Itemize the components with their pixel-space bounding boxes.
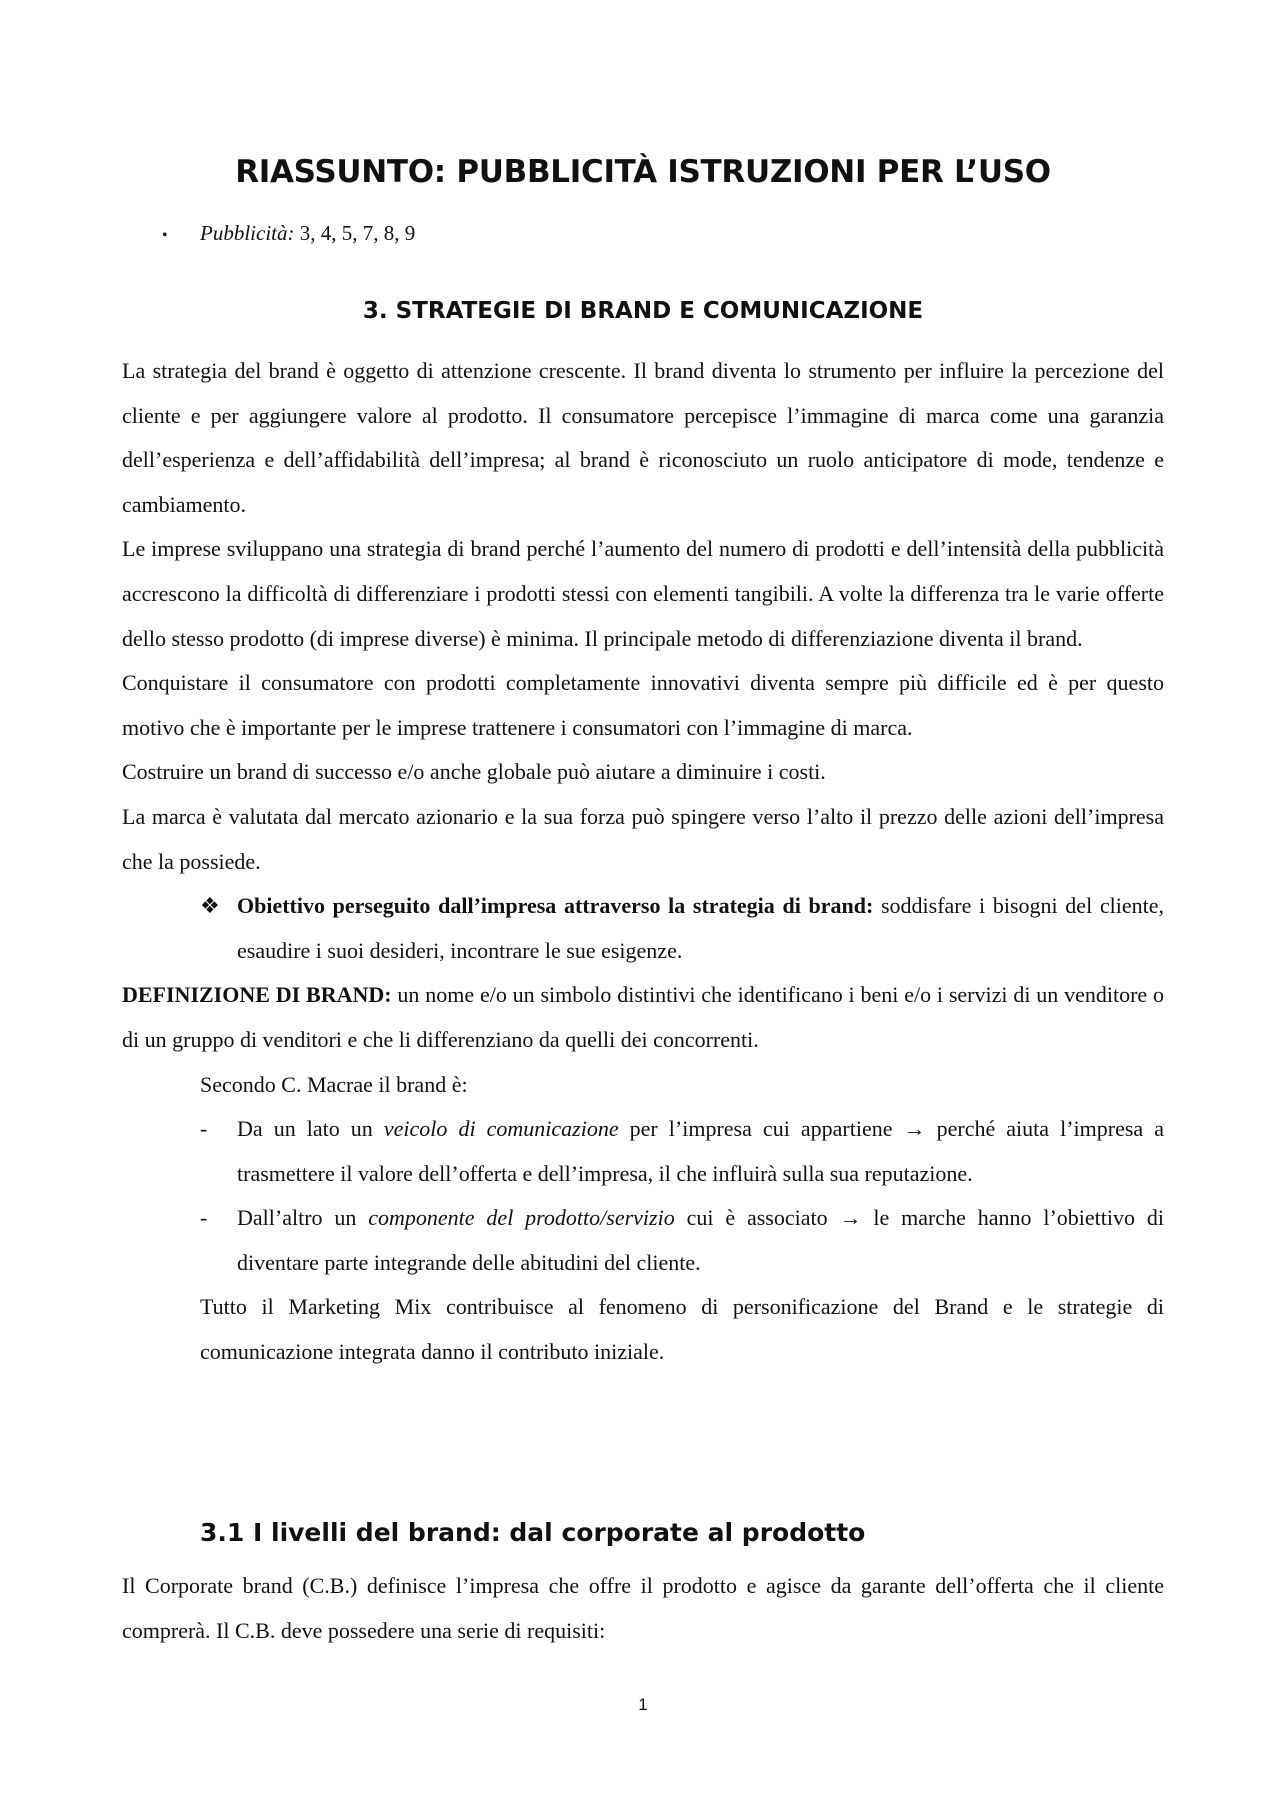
- objective-item: [122, 884, 1164, 973]
- arrow-right-icon: →: [839, 1205, 862, 1231]
- item-text: per l’impresa cui appartiene: [618, 1116, 904, 1142]
- item-text: perché aiuta l’impresa a trasmettere il valore dell’offerta e dell’impresa, il che influirà sulla sua reputazione.: [237, 1116, 1164, 1186]
- bullet-icon: •: [162, 227, 168, 244]
- arrow-right-icon: →: [903, 1116, 926, 1142]
- section-3-body: [122, 349, 1164, 1375]
- diamond-bullet-icon: ❖: [200, 893, 220, 919]
- dash-bullet: -: [200, 1116, 208, 1142]
- paragraph: La marca è valutata dal mercato azionario e la sua forza può spingere verso l’alto il prezzo delle azioni dell’impresa che la possiede.: [122, 803, 1164, 874]
- section-3-1-heading: 3.1 I livelli del brand: dal corporate al prodotto: [200, 1518, 866, 1547]
- objective-text: soddisfare i bisogni del cliente, esaudire i suoi desideri, incontrare le sue esigenze.: [237, 893, 1164, 963]
- definition-paragraph: [122, 973, 1164, 1062]
- paragraph: Le imprese sviluppano una strategia di brand perché l’aumento del numero di prodotti e dell’intensità della pubblicità accrescono la difficoltà di differenziare i prodotti stessi con elementi tangibili. A volte la differenza tra le varie offerte dello stesso prodotto (di imprese diverse) è minima. Il principale metodo di differenziazione diventa il brand.: [122, 536, 1164, 651]
- list-item: [122, 1107, 1164, 1196]
- item-text: Da un lato un: [237, 1116, 384, 1142]
- list-item: [122, 1196, 1164, 1285]
- paragraph: Costruire un brand di successo e/o anche globale può aiutare a diminuire i costi.: [122, 759, 826, 785]
- item-text: cui è associato: [674, 1205, 840, 1231]
- paragraph: Conquistare il consumatore con prodotti completamente innovativi diventa sempre più difficile ed è per questo motivo che è importante per le imprese trattenere i consumatori con l’immagine di marca.: [122, 670, 1164, 740]
- chapters-label: Pubblicità:: [200, 221, 295, 245]
- item-text: Dall’altro un: [237, 1205, 369, 1231]
- paragraph: La strategia del brand è oggetto di attenzione crescente. Il brand diventa lo strumento per influire la percezione del cliente e per aggiungere valore al prodotto. Il consumatore percepisce l’immagine di marca come una garanzia dell’esperienza e dell’affidabilità dell’impresa; al brand è riconosciuto un ruolo anticipatore di mode, tendenze e cambiamento.: [122, 358, 1164, 517]
- definition-label: DEFINIZIONE DI BRAND:: [122, 982, 392, 1008]
- item-italic: veicolo di comunicazione: [383, 1116, 619, 1142]
- paragraph: Il Corporate brand (C.B.) definisce l’impresa che offre il prodotto e agisce da garante dell’offerta che il cliente comprerà. Il C.B. deve possedere una serie di requisiti:: [122, 1573, 1164, 1643]
- objective-label: Obiettivo perseguito dall’impresa attraverso la strategia di brand:: [237, 893, 874, 919]
- definition-text: un nome e/o un simbolo distintivi che identificano i beni e/o i servizi di un venditore o di un gruppo di venditori e che li differenziano da quelli dei concorrenti.: [122, 982, 1164, 1052]
- document-title: RIASSUNTO: PUBBLICITÀ ISTRUZIONI PER L’USO: [235, 154, 1051, 190]
- chapters-list: 3, 4, 5, 7, 8, 9: [294, 221, 416, 245]
- dash-bullet: -: [200, 1205, 208, 1231]
- closing-paragraph: Tutto il Marketing Mix contribuisce al fenomeno di personificazione del Brand e le strategie di comunicazione integrata danno il contributo iniziale.: [200, 1294, 1164, 1365]
- section-3-heading: 3. STRATEGIE DI BRAND E COMUNICAZIONE: [362, 298, 924, 324]
- chapters-bullet: [162, 218, 415, 251]
- item-text: le marche hanno l’obiettivo di diventare parte integrande delle abitudini del cliente.: [237, 1205, 1164, 1275]
- item-italic: componente del prodotto/servizio: [368, 1205, 675, 1231]
- page-number: 1: [638, 1695, 648, 1714]
- macrae-intro: Secondo C. Macrae il brand è:: [200, 1071, 468, 1097]
- section-3-1-body: [122, 1564, 1164, 1653]
